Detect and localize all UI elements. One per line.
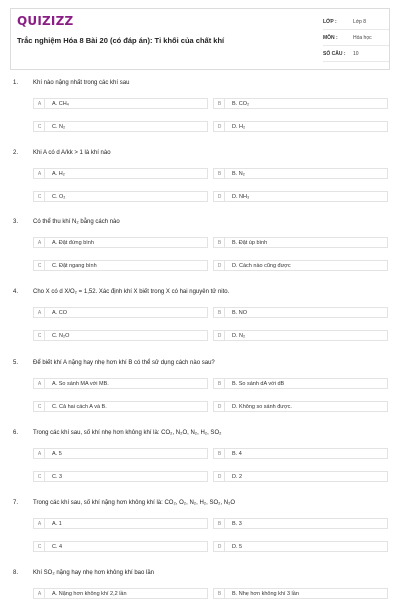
option-text: D. NH₃ [232, 193, 250, 200]
option-letter: C [35, 402, 45, 411]
option-b[interactable] [213, 518, 388, 529]
option-a[interactable] [33, 307, 208, 318]
meta-row-count [323, 46, 389, 62]
option-a[interactable] [33, 98, 208, 109]
meta-value: 10 [353, 50, 359, 57]
option-text: C. 4 [52, 543, 63, 550]
option-text: A. 5 [52, 450, 62, 457]
option-d[interactable] [213, 260, 388, 271]
option-a[interactable] [33, 168, 208, 179]
option-d[interactable] [213, 401, 388, 412]
option-c[interactable] [33, 471, 208, 482]
option-text: A. CH₄ [52, 100, 69, 107]
option-text: C. N₂ [52, 123, 66, 130]
question-text: Trong các khí sau, số khí nặng hơn không khí là: CO₂, O₂, N₂, H₂, SO₂, N₂O [33, 500, 236, 506]
meta-label: SỐ CÂU : [323, 50, 346, 57]
option-letter: C [35, 472, 45, 481]
question-number: 1. [13, 80, 19, 86]
option-text: B. 3 [232, 520, 242, 527]
option-text: D. Không so sánh được. [232, 403, 292, 410]
option-text: D. Cách nào cũng được [232, 262, 291, 269]
option-a[interactable] [33, 588, 208, 599]
option-letter: D [215, 122, 225, 131]
option-text: A. Nặng hơn không khí 2,2 lần [52, 590, 127, 597]
option-c[interactable] [33, 401, 208, 412]
option-letter: A [35, 308, 45, 317]
option-c[interactable] [33, 330, 208, 341]
option-c[interactable] [33, 260, 208, 271]
option-letter: A [35, 519, 45, 528]
option-letter: B [215, 379, 225, 388]
meta-row-class [323, 14, 389, 30]
worksheet-meta [323, 14, 389, 62]
option-d[interactable] [213, 471, 388, 482]
option-letter: D [215, 261, 225, 270]
option-letter: A [35, 169, 45, 178]
option-letter: C [35, 192, 45, 201]
option-b[interactable] [213, 588, 388, 599]
meta-value: Hóa học [353, 34, 372, 41]
question-number: 5. [13, 360, 19, 366]
option-text: C. 3 [52, 473, 63, 480]
option-b[interactable] [213, 448, 388, 459]
option-letter: B [215, 519, 225, 528]
option-letter: A [35, 589, 45, 598]
option-letter: C [35, 122, 45, 131]
option-text: C. Cả hai cách A và B. [52, 403, 107, 410]
option-letter: C [35, 261, 45, 270]
option-text: C. N₂O [52, 332, 70, 339]
option-text: D. 5 [232, 543, 243, 550]
option-letter: D [215, 542, 225, 551]
option-letter: A [35, 449, 45, 458]
option-text: B. 4 [232, 450, 242, 457]
option-a[interactable] [33, 378, 208, 389]
option-letter: D [215, 331, 225, 340]
option-b[interactable] [213, 237, 388, 248]
option-letter: C [35, 542, 45, 551]
option-letter: B [215, 169, 225, 178]
option-text: B. NO [232, 309, 247, 316]
option-text: D. N₂ [232, 332, 246, 339]
option-text: A. Đặt đứng bình [52, 239, 94, 246]
question-number: 8. [13, 570, 19, 576]
option-letter: B [215, 449, 225, 458]
meta-value: Lớp 8 [353, 18, 367, 25]
option-text: B. So sánh dA với dB [232, 380, 285, 387]
option-letter: B [215, 308, 225, 317]
option-text: B. Nhẹ hơn không khí 3 lần [232, 590, 299, 597]
option-d[interactable] [213, 330, 388, 341]
meta-label: LỚP : [323, 18, 337, 25]
option-a[interactable] [33, 448, 208, 459]
option-text: D. H₂ [232, 123, 246, 130]
option-letter: D [215, 402, 225, 411]
option-text: A. 1 [52, 520, 62, 527]
question-number: 3. [13, 219, 19, 225]
option-a[interactable] [33, 518, 208, 529]
question-text: Khí nào nặng nhất trong các khí sau [33, 80, 130, 86]
question-text: Trong các khí sau, số khí nhẹ hơn không khí là: CO₂, N₂O, N₂, H₂, SO₂ [33, 430, 222, 436]
option-c[interactable] [33, 121, 208, 132]
question-number: 2. [13, 150, 19, 156]
worksheet-title: Trắc nghiệm Hóa 8 Bài 20 (có đáp án): Tỉ khối của chất khí [17, 36, 225, 45]
option-b[interactable] [213, 98, 388, 109]
meta-label: MÔN : [323, 34, 338, 41]
option-b[interactable] [213, 378, 388, 389]
option-letter: D [215, 472, 225, 481]
option-letter: B [215, 589, 225, 598]
option-letter: D [215, 192, 225, 201]
option-letter: A [35, 379, 45, 388]
worksheet-header [10, 8, 390, 70]
option-text: B. Đặt úp bình [232, 239, 268, 246]
option-text: C. O₂ [52, 193, 66, 200]
option-letter: A [35, 238, 45, 247]
option-text: C. Đặt ngang bình [52, 262, 97, 269]
option-letter: B [215, 99, 225, 108]
question-text: Khi A có d A/kk > 1 là khí nào [33, 150, 111, 156]
question-number: 4. [13, 289, 19, 295]
option-c[interactable] [33, 191, 208, 202]
question-number: 7. [13, 500, 19, 506]
meta-row-subject [323, 30, 389, 46]
question-text: Để biết khí A nặng hay nhẹ hơn khí B có thể sử dụng cách nào sau? [33, 360, 215, 366]
option-d[interactable] [213, 191, 388, 202]
option-a[interactable] [33, 237, 208, 248]
question-text: Cho X có d X/O₂ = 1,52. Xác định khí X biết trong X có hai nguyên tử nito. [33, 289, 230, 295]
option-b[interactable] [213, 168, 388, 179]
option-text: A. H₂ [52, 170, 65, 177]
option-d[interactable] [213, 541, 388, 552]
option-c[interactable] [33, 541, 208, 552]
option-letter: C [35, 331, 45, 340]
option-d[interactable] [213, 121, 388, 132]
question-text: Khí SO₂ nặng hay nhẹ hơn không khí bao lần [33, 570, 155, 576]
question-number: 6. [13, 430, 19, 436]
question-text: Có thể thu khí N₂ bằng cách nào [33, 219, 120, 225]
option-text: B. N₂ [232, 170, 245, 177]
option-letter: B [215, 238, 225, 247]
option-letter: A [35, 99, 45, 108]
option-text: A. So sánh MA với MB. [52, 380, 109, 387]
option-text: D. 2 [232, 473, 243, 480]
option-text: A. CO [52, 309, 67, 316]
quizizz-logo: QUIZIZZ [17, 14, 74, 28]
option-b[interactable] [213, 307, 388, 318]
option-text: B. CO₂ [232, 100, 250, 107]
